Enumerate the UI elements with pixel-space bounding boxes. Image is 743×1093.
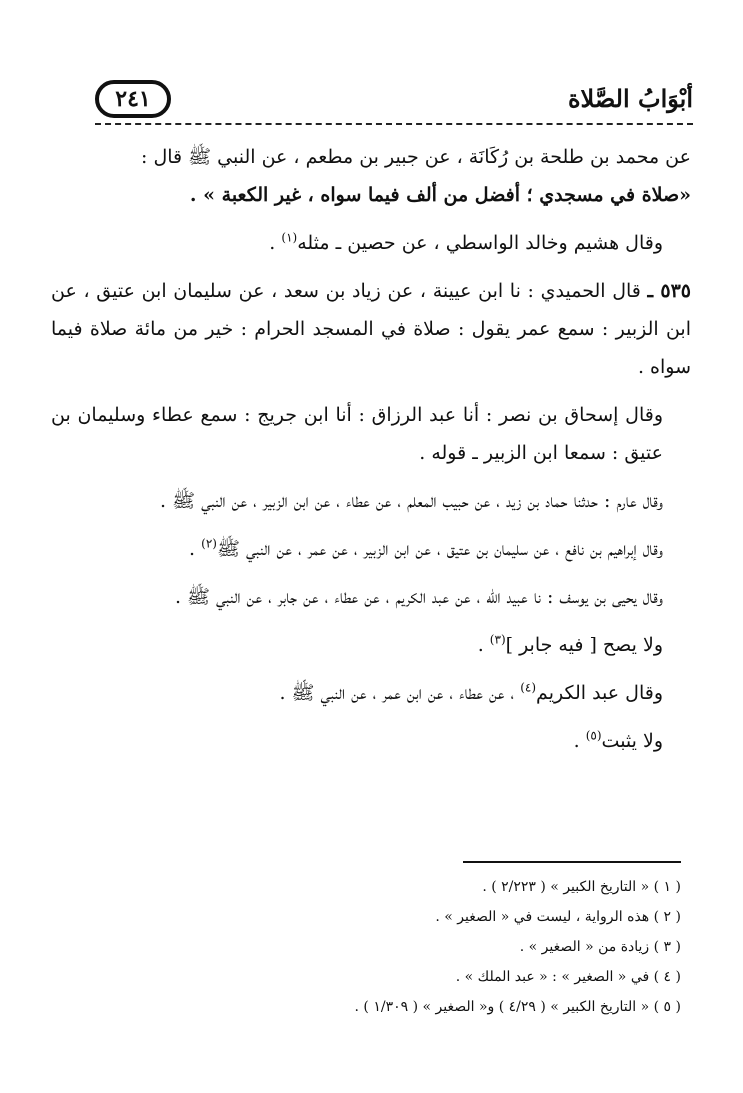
- footnote-divider: [463, 861, 681, 863]
- footnote-ref-2: (٢): [201, 536, 217, 551]
- hadith-quote: «صلاة في مسجدي ؛ أفضل من ألف فيما سواه ، غير الكعبة » .: [189, 184, 691, 206]
- paragraph-3: [51, 272, 691, 386]
- paragraph-4: [51, 396, 691, 472]
- paragraph-6-period: .: [189, 538, 202, 560]
- page-header: [95, 78, 693, 128]
- paragraph-6-text: وقال إبراهيم بن نافع ، عن سليمان بن عتيق ، عن ابن الزبير ، عن عمر ، عن النبي ﷺ: [216, 538, 663, 560]
- footnote-4: ( ٤ ) في « الصغير » : « عبد الملك » .: [455, 969, 681, 985]
- paragraph-8-text: ولا يصح [ فيه جابر ]: [505, 634, 663, 656]
- paragraph-10: [51, 722, 691, 760]
- paragraph-2-text: وقال هشيم وخالد الواسطي ، عن حصين ـ مثله: [297, 232, 663, 254]
- hadith-number: ٥٣٥ ـ: [647, 280, 691, 302]
- footnote-ref-3: (٣): [489, 632, 506, 647]
- running-title: أبْوَابُ الصَّلاة: [567, 84, 693, 113]
- paragraph-9-text-a: وقال عبد الكريم: [536, 682, 663, 704]
- footnote-5: ( ٥ ) « التاريخ الكبير » ( ٤/٢٩ ) و« الصغير » ( ١/٣٠٩ ) .: [354, 999, 681, 1015]
- footnote-ref-5: (٥): [585, 728, 602, 743]
- paragraph-1: [51, 138, 691, 214]
- paragraph-5: [51, 482, 691, 520]
- paragraph-1-text: عن محمد بن طلحة بن رُكَانَة ، عن جبير بن مطعم ، عن النبي ﷺ قال :: [141, 146, 691, 168]
- footnote-3: ( ٣ ) زيادة من « الصغير » .: [519, 939, 681, 955]
- main-text: [51, 138, 691, 770]
- paragraph-4-text: وقال إسحاق بن نصر : أنا عبد الرزاق : أنا ابن جريج : سمع عطاء وسليمان بن عتيق : سمعا ابن الزبير ـ قوله .: [51, 404, 663, 464]
- paragraph-6: [51, 530, 691, 568]
- footnotes: [81, 872, 681, 1022]
- footnote-1: ( ١ ) « التاريخ الكبير » ( ٢/٢٢٣ ) .: [482, 879, 681, 895]
- paragraph-9: [51, 674, 691, 712]
- page-number: ٢٤١: [115, 86, 151, 112]
- header-divider: [95, 123, 693, 125]
- paragraph-10-period: .: [573, 730, 586, 752]
- footnote-ref-1: (١): [281, 230, 298, 245]
- page-number-badge: [95, 80, 171, 118]
- paragraph-9-text-b: ، عن عطاء ، عن ابن عمر ، عن النبي ﷺ .: [279, 682, 515, 704]
- paragraph-8-period: .: [477, 634, 490, 656]
- paragraph-3-text: قال الحميدي : نا ابن عيينة ، عن زياد بن سعد ، عن سليمان ابن عتيق ، عن ابن الزبير : سمع عمر يقول : صلاة في المسجد الحرام : خير من مائة صلاة فيما سواه .: [51, 280, 691, 378]
- paragraph-7-text: وقال يحيى بن يوسف : نا عبيد الله ، عن عبد الكريم ، عن عطاء ، عن جابر ، عن النبي ﷺ .: [174, 586, 663, 608]
- paragraph-7: [51, 578, 691, 616]
- footnote-ref-4: (٤): [520, 680, 537, 695]
- paragraph-2: [51, 224, 691, 262]
- paragraph-8: [51, 626, 691, 664]
- paragraph-2-period: .: [269, 232, 282, 254]
- footnote-2: ( ٢ ) هذه الرواية ، ليست في « الصغير » .: [435, 909, 681, 925]
- paragraph-10-text: ولا يثبت: [601, 730, 663, 752]
- paragraph-5-text: وقال عارم : حدثنا حماد بن زيد ، عن حبيب المعلم ، عن عطاء ، عن ابن الزبير ، عن النبي ﷺ .: [160, 490, 663, 512]
